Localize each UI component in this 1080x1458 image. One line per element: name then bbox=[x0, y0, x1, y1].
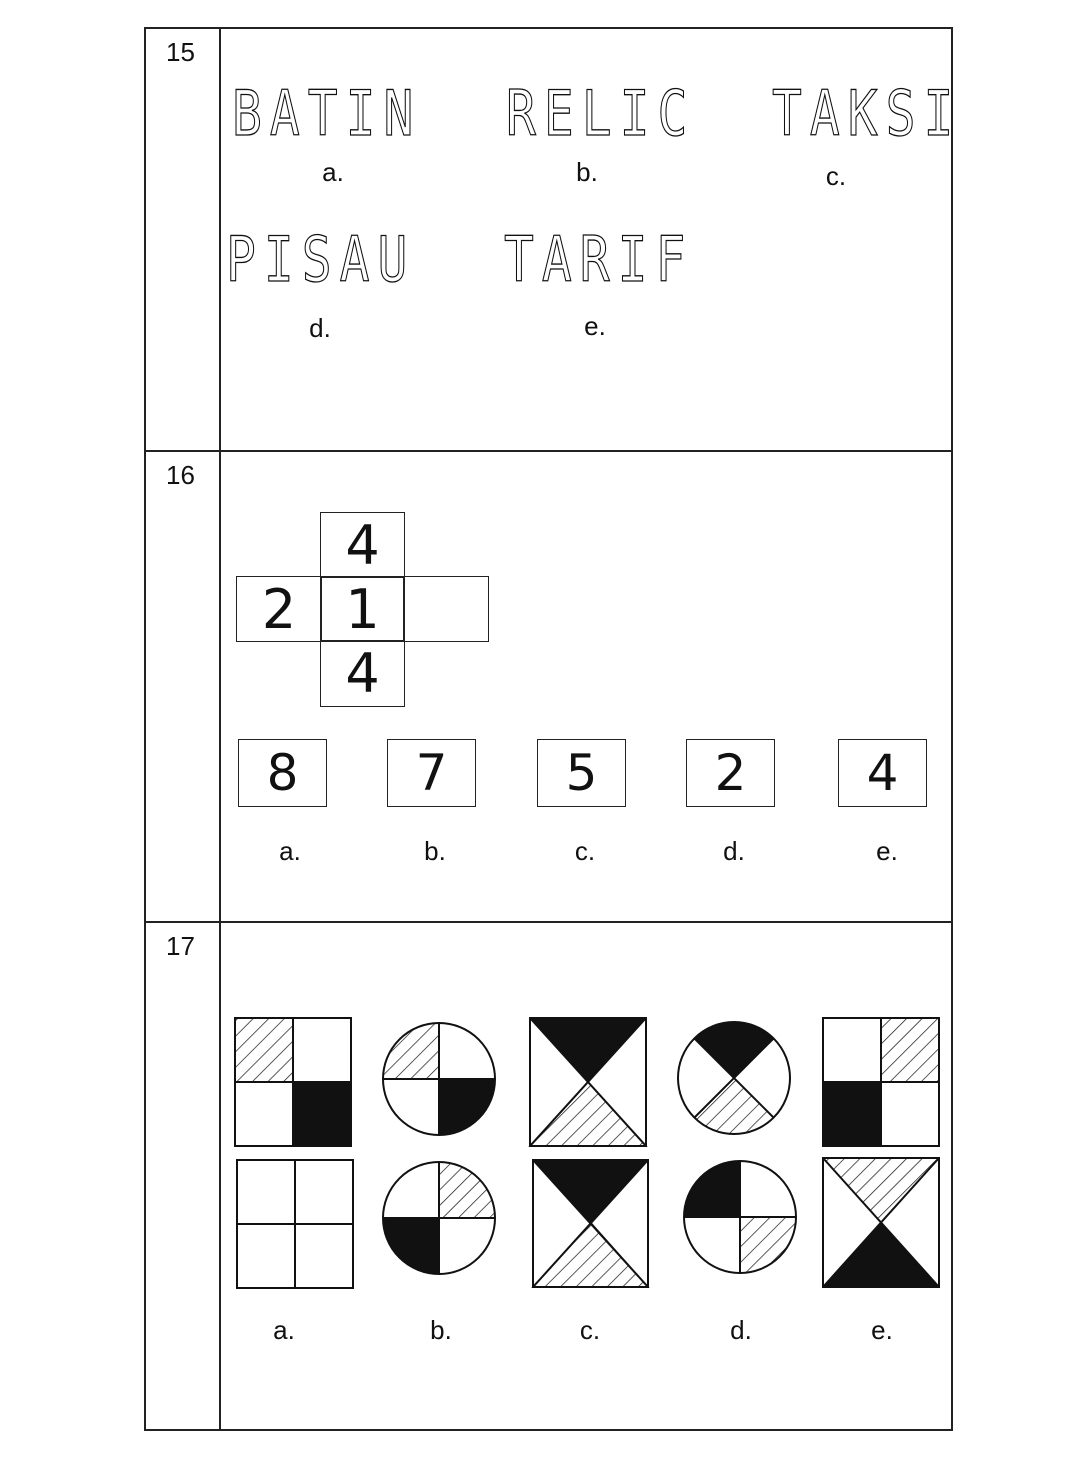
option-label-c[interactable]: c. bbox=[574, 836, 596, 866]
net-face-left: 2 bbox=[236, 576, 322, 642]
question-16-row bbox=[146, 452, 951, 923]
net-face-right bbox=[403, 576, 489, 642]
figure-pairs bbox=[146, 923, 951, 1343]
word-option-e: TARIF bbox=[504, 223, 694, 296]
figure-c-top bbox=[530, 1018, 646, 1146]
number-option-d[interactable]: 2 bbox=[686, 739, 775, 807]
option-label-d[interactable]: d. bbox=[730, 1315, 752, 1345]
option-label-a[interactable]: a. bbox=[273, 1315, 295, 1345]
net-face-top: 4 bbox=[320, 512, 405, 578]
net-face-center: 1 bbox=[320, 576, 405, 642]
question-number: 17 bbox=[166, 931, 195, 961]
question-17-row bbox=[146, 923, 951, 1431]
option-label-e[interactable]: e. bbox=[584, 311, 606, 341]
figure-c-bottom bbox=[533, 1160, 648, 1287]
number-option-a[interactable]: 8 bbox=[238, 739, 327, 807]
figure-e-top bbox=[823, 1018, 939, 1146]
number-option-e[interactable]: 4 bbox=[838, 739, 927, 807]
option-label-b[interactable]: b. bbox=[424, 836, 446, 866]
number-option-b[interactable]: 7 bbox=[387, 739, 476, 807]
net-face-bottom: 4 bbox=[320, 640, 405, 707]
figure-d-top bbox=[674, 1018, 794, 1138]
option-label-d[interactable]: d. bbox=[723, 836, 745, 866]
figure-a-bottom bbox=[237, 1160, 353, 1288]
option-label-a[interactable]: a. bbox=[322, 157, 344, 187]
option-label-e[interactable]: e. bbox=[876, 836, 898, 866]
option-label-d[interactable]: d. bbox=[309, 313, 331, 343]
figure-e-bottom bbox=[823, 1158, 939, 1287]
question-sheet bbox=[144, 27, 962, 1431]
word-option-c: TAKSI bbox=[772, 77, 962, 150]
figure-a-top bbox=[235, 1018, 351, 1146]
option-label-e[interactable]: e. bbox=[871, 1315, 893, 1345]
question-number: 16 bbox=[166, 460, 195, 490]
word-option-d: PISAU bbox=[226, 223, 416, 296]
option-label-b[interactable]: b. bbox=[576, 157, 598, 187]
figure-d-bottom bbox=[684, 1161, 796, 1273]
option-label-c[interactable]: c. bbox=[579, 1315, 601, 1345]
word-option-b: RELIC bbox=[506, 77, 696, 150]
question-number: 15 bbox=[166, 37, 195, 67]
word-option-a: BATIN bbox=[232, 77, 422, 150]
question-15-row bbox=[146, 29, 962, 452]
option-label-c[interactable]: c. bbox=[825, 161, 847, 191]
option-label-a[interactable]: a. bbox=[279, 836, 301, 866]
figure-b-top bbox=[383, 1023, 495, 1135]
figure-b-bottom bbox=[383, 1162, 495, 1274]
number-option-c[interactable]: 5 bbox=[537, 739, 626, 807]
option-label-b[interactable]: b. bbox=[430, 1315, 452, 1345]
